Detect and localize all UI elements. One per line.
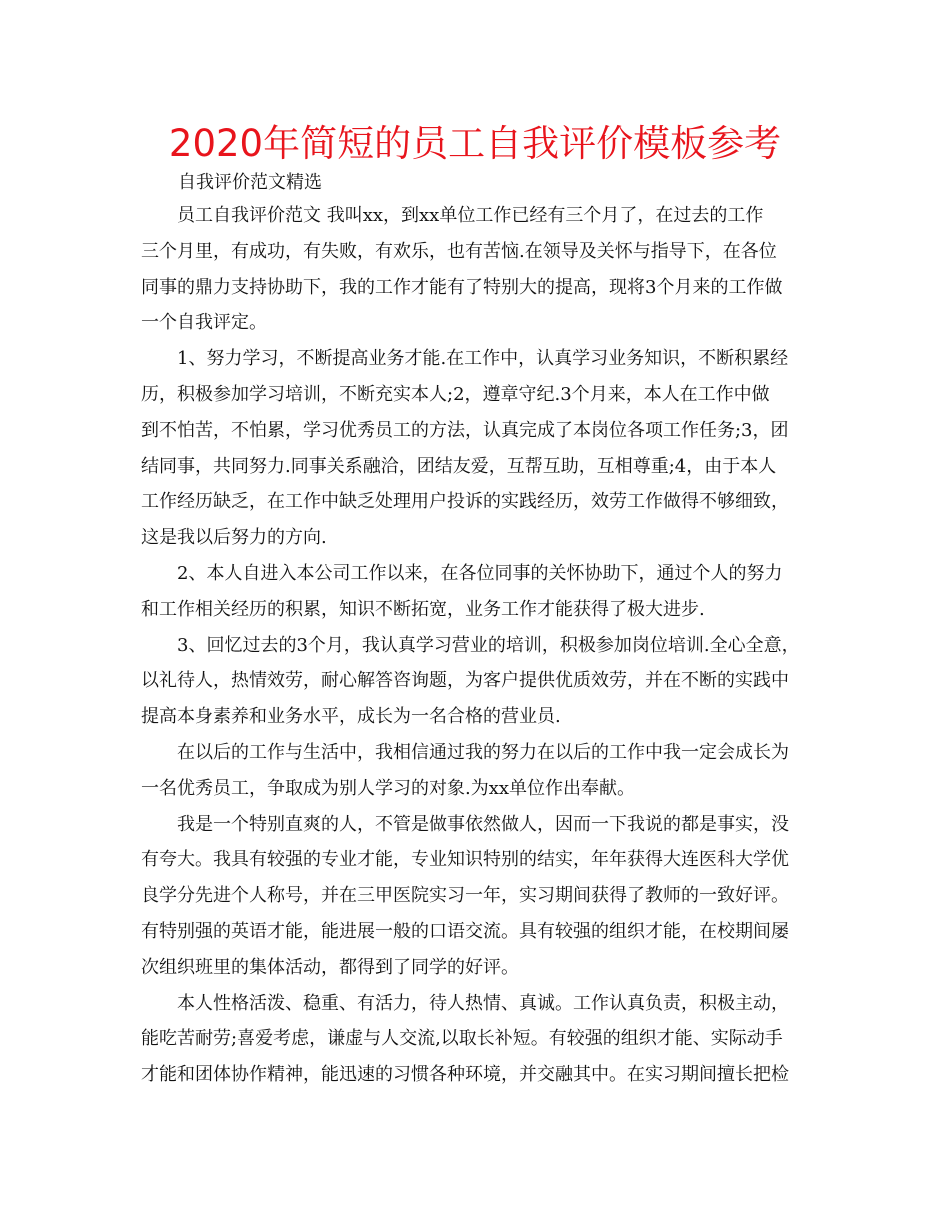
paragraph-line: 历，积极参加学习培训，不断充实本人;2，遵章守纪.3个月来，本人在工作中做 <box>141 383 770 405</box>
paragraph-line: 有特别强的英语才能，能进展一般的口语交流。具有较强的组织才能，在校期间屡 <box>141 920 789 942</box>
paragraph-line: 一名优秀员工，争取成为别人学习的对象.为xx单位作出奉献。 <box>141 777 636 799</box>
paragraph <box>141 341 811 556</box>
paragraph-line: 同事的鼎力支持协助下，我的工作才能有了特别大的提高，现将3个月来的工作做 <box>141 276 783 298</box>
paragraph-line: 员工自我评价范文 我叫xx，到xx单位工作已经有三个月了，在过去的工作 <box>141 205 764 226</box>
paragraph-line: 有夸大。我具有较强的专业才能，专业知识特别的结实，年年获得大连医科大学优 <box>141 849 789 871</box>
paragraph-line: 工作经历缺乏，在工作中缺乏处理用户投诉的实践经历，效劳工作做得不够细致， <box>141 491 789 513</box>
paragraph-line: 1、努力学习，不断提高业务才能.在工作中，认真学习业务知识，不断积累经 <box>141 348 789 370</box>
paragraph-line: 在以后的工作与生活中，我相信通过我的努力在以后的工作中我一定会成长为 <box>141 741 789 763</box>
paragraph-line: 一个自我评定。 <box>141 312 267 334</box>
paragraph <box>141 986 811 1093</box>
paragraph <box>141 198 811 341</box>
paragraph <box>141 735 811 807</box>
paragraph <box>141 807 811 986</box>
document-body <box>141 198 811 1093</box>
paragraph-line: 才能和团体协作精神，能迅速的习惯各种环境，并交融其中。在实习期间擅长把检 <box>141 1064 789 1086</box>
paragraph-line: 到不怕苦，不怕累，学习优秀员工的方法，认真完成了本岗位各项工作任务;3，团 <box>141 419 789 441</box>
paragraph-line: 以礼待人，热情效劳，耐心解答咨询题，为客户提供优质效劳，并在不断的实践中 <box>141 670 789 692</box>
paragraph <box>141 556 811 628</box>
paragraph-line: 我是一个特别直爽的人，不管是做事依然做人，因而一下我说的都是事实，没 <box>141 813 789 835</box>
paragraph-line: 结同事，共同努力.同事关系融洽，团结友爱，互帮互助，互相尊重;4，由于本人 <box>141 455 777 477</box>
paragraph-line: 和工作相关经历的积累，知识不断拓宽，业务工作才能获得了极大进步. <box>141 598 705 620</box>
paragraph-line: 这是我以后努力的方向. <box>141 527 327 549</box>
document-title: 2020年简短的员工自我评价模板参考 <box>168 122 782 165</box>
paragraph-line: 3、回忆过去的3个月，我认真学习营业的培训，积极参加岗位培训.全心全意， <box>141 634 800 656</box>
paragraph <box>141 628 811 735</box>
document-subtitle: 自我评价范文精选 <box>178 172 322 193</box>
paragraph-line: 三个月里，有成功，有失败，有欢乐，也有苦恼.在领导及关怀与指导下，在各位 <box>141 240 777 262</box>
paragraph-line: 次组织班里的集体活动，都得到了同学的好评。 <box>141 956 519 978</box>
paragraph-line: 良学分先进个人称号，并在三甲医院实习一年，实习期间获得了教师的一致好评。 <box>141 885 789 907</box>
paragraph-line: 本人性格活泼、稳重、有活力，待人热情、真诚。工作认真负责，积极主动， <box>141 992 789 1014</box>
paragraph-line: 提高本身素养和业务水平，成长为一名合格的营业员. <box>141 706 561 728</box>
paragraph-line: 能吃苦耐劳;喜爱考虑，谦虚与人交流,以取长补短。有较强的组织才能、实际动手 <box>141 1028 783 1050</box>
paragraph-line: 2、本人自进入本公司工作以来，在各位同事的关怀协助下，通过个人的努力 <box>141 562 783 584</box>
